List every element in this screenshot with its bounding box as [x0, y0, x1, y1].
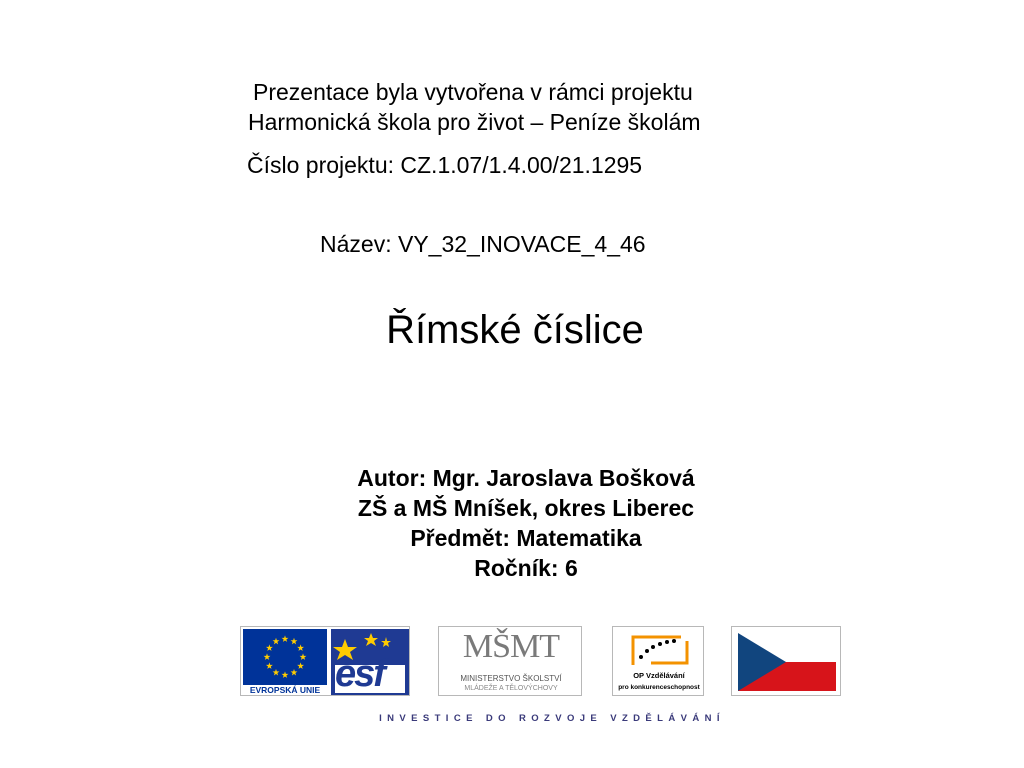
author-name: Autor: Mgr. Jaroslava Bošková — [357, 465, 695, 491]
czech-flag-logo — [731, 626, 841, 696]
esf-text: esf — [335, 653, 384, 695]
project-name-line: Harmonická škola pro život – Peníze školám — [248, 109, 701, 135]
document-code: Název: VY_32_INOVACE_4_46 — [320, 231, 646, 257]
project-intro-line: Prezentace byla vytvořena v rámci projektu — [253, 79, 693, 105]
grade: Ročník: 6 — [474, 555, 578, 581]
op-arrows-icon — [629, 631, 691, 667]
subject: Předmět: Matematika — [410, 525, 642, 551]
op-caption-2: pro konkurenceschopnost — [618, 684, 700, 691]
op-vk-logo — [612, 626, 704, 696]
eu-esf-logo — [240, 626, 410, 696]
msmt-mark: MŠMT — [462, 628, 560, 665]
msmt-caption-2: MLÁDEŽE A TĚLOVÝCHOVY — [464, 685, 558, 692]
page-title: Římské číslice — [386, 308, 644, 352]
op-caption-1: OP Vzdělávání — [633, 671, 685, 680]
tagline: INVESTICE DO ROZVOJE VZDĚLÁVÁNÍ — [379, 713, 725, 724]
author-block — [0, 463, 1024, 583]
msmt-caption-1: MINISTERSTVO ŠKOLSTVÍ — [460, 674, 562, 683]
eu-flag-icon — [243, 629, 327, 685]
eu-caption: EVROPSKÁ UNIE — [249, 685, 321, 695]
czech-flag-icon — [738, 633, 836, 691]
project-number: Číslo projektu: CZ.1.07/1.4.00/21.1295 — [247, 152, 643, 178]
school-name: ZŠ a MŠ Mníšek, okres Liberec — [357, 495, 695, 521]
msmt-logo — [438, 626, 582, 696]
